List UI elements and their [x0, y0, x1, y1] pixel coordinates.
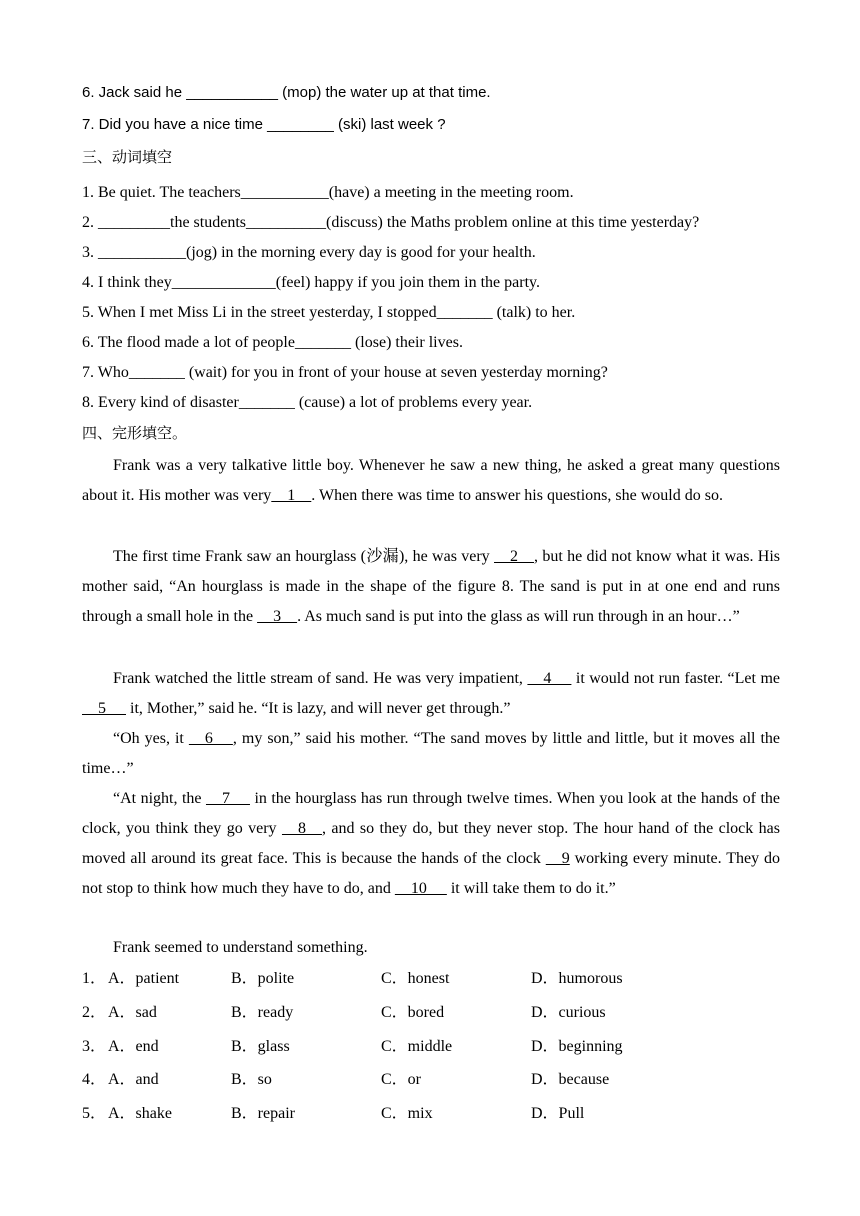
- option-b: B．glass: [231, 1038, 290, 1055]
- paragraph-text: “Oh yes, it: [113, 730, 189, 747]
- option-c: C．bored: [381, 1004, 445, 1021]
- option-c: C．or: [381, 1071, 422, 1088]
- cloze-blank-9: 9: [545, 850, 570, 867]
- cloze-blank-7: 7: [205, 790, 250, 807]
- option-c: C．middle: [381, 1038, 453, 1055]
- verb-item-7: 7. Who_______ (wait) for you in front of your house at seven yesterday morning?: [82, 364, 608, 381]
- option-a: A．end: [108, 1038, 159, 1055]
- option-b: B．repair: [231, 1105, 295, 1122]
- cloze-blank-5: 5: [82, 700, 126, 717]
- paragraph-text: it will take them to do it.”: [446, 880, 616, 897]
- paragraph-text: it would not run faster. “Let me: [571, 670, 780, 687]
- option-number: 5．: [82, 1105, 107, 1122]
- option-b: B．polite: [231, 970, 295, 987]
- option-a: A．and: [108, 1071, 159, 1088]
- cloze-paragraph-6: Frank seemed to understand something.: [113, 939, 368, 956]
- paragraph-text: , my son,” said his mother. “The sand moves by little and little, but it moves all the time…”: [82, 730, 781, 777]
- option-a: A．sad: [108, 1004, 157, 1021]
- paragraph-text: , and so they do, but they never stop. The hour hand of the clock has moved all around its great face. This is because the hands of the clock: [82, 820, 781, 867]
- option-number: 4．: [82, 1071, 107, 1088]
- option-d: D．because: [531, 1071, 610, 1088]
- cloze-paragraph-1: [82, 451, 780, 511]
- verb-item-5: 5. When I met Miss Li in the street yesterday, I stopped_______ (talk) to her.: [82, 304, 576, 321]
- cloze-blank-10: 10: [394, 880, 447, 897]
- option-number: 2．: [82, 1004, 107, 1021]
- paragraph-text: it, Mother,” said he. “It is lazy, and will never get through.”: [126, 700, 511, 717]
- paragraph-text: . As much sand is put into the glass as will run through in an hour…”: [297, 608, 740, 625]
- option-number: 3．: [82, 1038, 107, 1055]
- paragraph-text: in the hourglass has run through twelve times. When you look at the hands of the clock, you think they go very: [82, 790, 780, 837]
- paragraph-text: Frank watched the little stream of sand. He was very impatient,: [113, 670, 528, 687]
- cloze-paragraph-3: [82, 664, 780, 724]
- option-d: D．humorous: [531, 970, 623, 987]
- verb-item-8: 8. Every kind of disaster_______ (cause) a lot of problems every year.: [82, 394, 533, 411]
- option-c: C．honest: [381, 970, 450, 987]
- paragraph-text: , but he did not know what it was. His mother said, “An hourglass is made in the shape of the figure 8. The sand is put in at one end and runs through a small hole in the: [82, 548, 781, 625]
- cloze-blank-1: 1: [271, 487, 312, 504]
- paragraph-text: . When there was time to answer his questions, she would do so.: [311, 487, 723, 504]
- cloze-blank-8: 8: [281, 820, 322, 837]
- verb-item-3: 3. ___________(jog) in the morning every day is good for your health.: [82, 244, 536, 261]
- option-d: D．beginning: [531, 1038, 623, 1055]
- option-d: D．curious: [531, 1004, 606, 1021]
- cloze-paragraph-2: [82, 542, 780, 632]
- paragraph-text: The first time Frank saw an hourglass (沙漏), he was very: [113, 548, 495, 565]
- verb-item-1: 1. Be quiet. The teachers___________(have) a meeting in the meeting room.: [82, 184, 574, 201]
- exercise-item-6: 6. Jack said he ___________ (mop) the water up at that time.: [82, 84, 491, 101]
- verb-item-4: 4. I think they_____________(feel) happy if you join them in the party.: [82, 274, 540, 291]
- paragraph-text: working every minute. They do not stop to think how much they have to do, and: [82, 850, 780, 897]
- option-a: A．shake: [108, 1105, 172, 1122]
- cloze-blank-4: 4: [527, 670, 572, 687]
- option-b: B．ready: [231, 1004, 294, 1021]
- section-heading-cloze: 四、完形填空。: [82, 424, 188, 442]
- verb-item-6: 6. The flood made a lot of people_______ (lose) their lives.: [82, 334, 463, 351]
- option-c: C．mix: [381, 1105, 433, 1122]
- cloze-blank-3: 3: [257, 608, 298, 625]
- option-a: A．patient: [108, 970, 180, 987]
- exercise-item-7: 7. Did you have a nice time ________ (ski) last week ?: [82, 116, 446, 133]
- cloze-paragraph-4: [82, 724, 780, 784]
- cloze-paragraph-5: [82, 784, 780, 904]
- option-b: B．so: [231, 1071, 272, 1088]
- section-heading-verb-fill: 三、动词填空: [82, 148, 173, 166]
- paragraph-text: “At night, the: [113, 790, 206, 807]
- option-d: D．Pull: [531, 1105, 585, 1122]
- verb-item-2: 2. _________the students__________(discuss) the Maths problem online at this time yesterday?: [82, 214, 700, 231]
- option-number: 1．: [82, 970, 107, 987]
- paragraph-text: Frank was a very talkative little boy. Whenever he saw a new thing, he asked a great many questions about it. His mother was very: [82, 457, 780, 504]
- cloze-blank-6: 6: [188, 730, 233, 747]
- cloze-blank-2: 2: [494, 548, 535, 565]
